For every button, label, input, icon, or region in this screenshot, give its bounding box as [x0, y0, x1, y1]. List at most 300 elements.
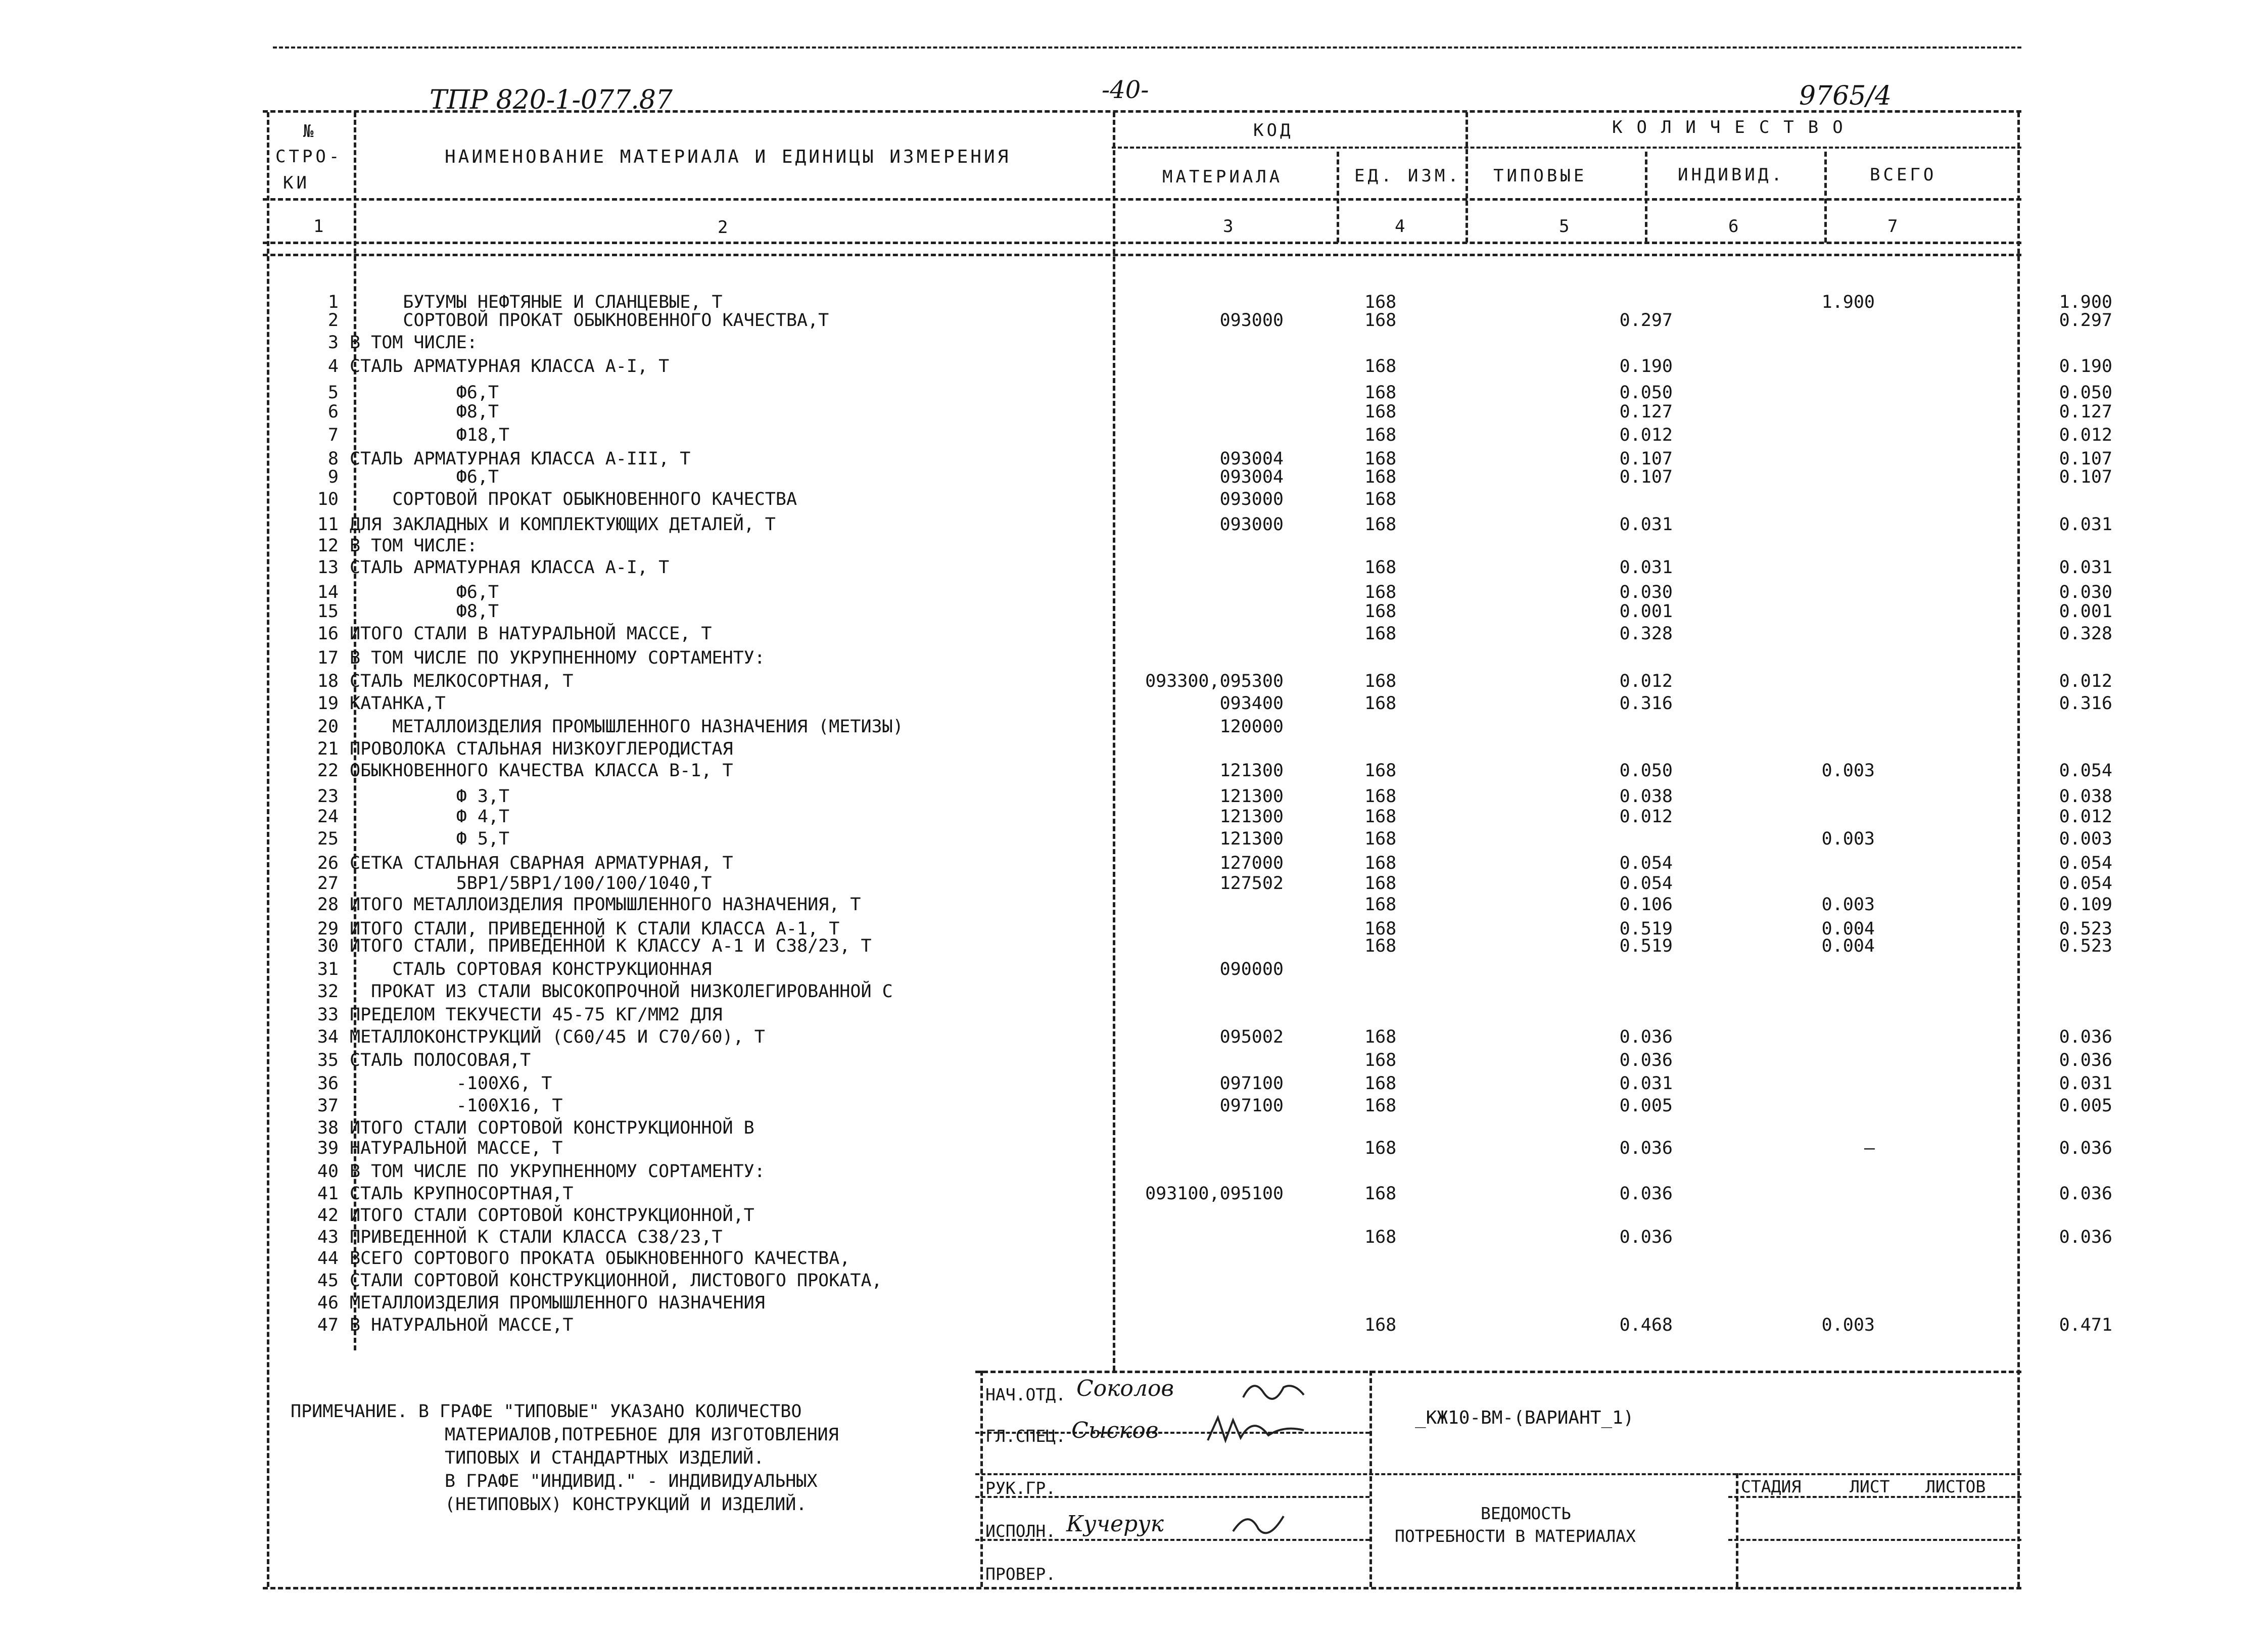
row-number: 16: [317, 624, 339, 644]
total-qty: 0.127: [2059, 402, 2112, 422]
typical-qty: 0.519: [1619, 936, 1673, 956]
header-mid-line: [1112, 147, 2021, 149]
table-row: [263, 648, 2021, 670]
table-row: [263, 1161, 2021, 1184]
material-code: 093004: [1219, 449, 1284, 469]
unit-code: 168: [1364, 693, 1397, 714]
material-code: 093100,095100: [1145, 1184, 1284, 1204]
individual-qty: 0.003: [1821, 761, 1875, 781]
unit-code: 168: [1364, 310, 1397, 331]
material-name: СОРТОВОЙ ПРОКАТ ОБЫКНОВЕННОГО КАЧЕСТВА,Т: [350, 310, 829, 331]
col-num-5: 5: [1559, 216, 1573, 237]
row-number: 23: [317, 786, 339, 807]
material-code: 127502: [1219, 873, 1284, 894]
total-qty: 1.900: [2059, 292, 2112, 312]
total-qty: 0.190: [2059, 356, 2112, 377]
material-name: МЕТАЛЛОИЗДЕЛИЯ ПРОМЫШЛЕННОГО НАЗНАЧЕНИЯ (МЕТИЗЫ): [350, 717, 904, 737]
material-code: 121300: [1219, 761, 1284, 781]
stamp-ruk-gr-label: РУК.ГР.: [985, 1478, 1056, 1498]
table-row: [263, 402, 2112, 424]
total-qty: 0.031: [2059, 514, 2112, 535]
table-row: [263, 356, 2112, 379]
stamp-stage-label: СТАДИЯ: [1741, 1477, 1802, 1496]
table-row: [263, 557, 2112, 580]
material-code: 093004: [1219, 467, 1284, 487]
total-qty: 0.316: [2059, 693, 2112, 714]
note-line-1: ПРИМЕЧАНИЕ. В ГРАФЕ "ТИПОВЫЕ" УКАЗАНО КОЛИЧЕСТВО: [291, 1401, 802, 1422]
material-name: ДЛЯ ЗАКЛАДНЫХ И КОМПЛЕКТУЮЩИХ ДЕТАЛЕЙ, Т: [350, 514, 776, 535]
note-line-2: МАТЕРИАЛОВ,ПОТРЕБНОЕ ДЛЯ ИЗГОТОВЛЕНИЯ: [445, 1425, 839, 1445]
table-row: [263, 895, 2112, 917]
material-name: СТАЛЬ АРМАТУРНАЯ КЛАССА А-I, Т: [350, 557, 670, 578]
typical-qty: 0.107: [1619, 449, 1673, 469]
unit-code: 168: [1364, 582, 1397, 602]
material-name: В ТОМ ЧИСЛЕ ПО УКРУПНЕННОМУ СОРТАМЕНТУ:: [350, 1161, 765, 1182]
row-number: 25: [317, 829, 339, 849]
stamp-title-line-1: ВЕДОМОСТЬ: [1481, 1504, 1571, 1523]
row-number: 37: [317, 1096, 339, 1116]
unit-divider: [1466, 112, 1468, 243]
table-row: [263, 873, 2112, 896]
material-name: Ф18,Т: [350, 425, 510, 445]
material-name: ОБЫКНОВЕННОГО КАЧЕСТВА КЛАССА В-1, Т: [350, 761, 733, 781]
material-name: БУТУМЫ НЕФТЯНЫЕ И СЛАНЦЕВЫЕ, Т: [350, 292, 723, 312]
stamp-gl-spec-label: ГЛ.СПЕЦ.: [985, 1426, 1066, 1446]
table-row: [263, 1138, 2112, 1160]
unit-code: 168: [1364, 1073, 1397, 1094]
col-num-4: 4: [1395, 216, 1408, 237]
row-number: 14: [317, 582, 339, 602]
doc-code: ТПР 820-1-077.87: [430, 85, 673, 115]
total-qty: 0.005: [2059, 1096, 2112, 1116]
row-number: 13: [317, 557, 339, 578]
material-name: В ТОМ ЧИСЛЕ:: [350, 536, 478, 556]
material-name: Ф 4,Т: [350, 807, 510, 827]
table-row: [263, 761, 2112, 783]
material-name: СЕТКА СТАЛЬНАЯ СВАРНАЯ АРМАТУРНАЯ, Т: [350, 853, 733, 873]
material-name: СТАЛИ СОРТОВОЙ КОНСТРУКЦИОННОЙ, ЛИСТОВОГО ПРОКАТА,: [350, 1271, 882, 1291]
material-name: КАТАНКА,Т: [350, 693, 446, 714]
row-number: 2: [327, 310, 339, 331]
material-code: 093400: [1219, 693, 1284, 714]
material-name: СТАЛЬ АРМАТУРНАЯ КЛАССА А-III, Т: [350, 449, 691, 469]
body-bottom-line: [975, 1371, 2021, 1373]
stamp-nach-otd-label: НАЧ.ОТД.: [985, 1385, 1066, 1404]
table-row: [263, 333, 2021, 355]
table-row: [263, 489, 2021, 511]
material-code: 093000: [1219, 514, 1284, 535]
row-number: 10: [317, 489, 339, 509]
total-qty: 0.030: [2059, 582, 2112, 602]
material-name: Ф6,Т: [350, 383, 499, 403]
table-row: [263, 1271, 2021, 1293]
unit-code: 168: [1364, 1096, 1397, 1116]
material-name: ИТОГО СТАЛИ СОРТОВОЙ КОНСТРУКЦИОННОЙ В: [350, 1118, 754, 1138]
material-name: ИТОГО МЕТАЛЛОИЗДЕЛИЯ ПРОМЫШЛЕННОГО НАЗНАЧЕНИЯ, Т: [350, 895, 861, 915]
material-code: 093300,095300: [1145, 671, 1284, 691]
stamp-sheets-label: ЛИСТОВ: [1925, 1477, 1986, 1496]
row-number: 22: [317, 761, 339, 781]
material-name: ПРОКАТ ИЗ СТАЛИ ВЫСОКОПРОЧНОЙ НИЗКОЛЕГИРОВАННОЙ С: [350, 981, 893, 1002]
unit-code: 168: [1364, 829, 1397, 849]
stamp-ispoln-label: ИСПОЛН.: [985, 1521, 1056, 1541]
material-code: 095002: [1219, 1027, 1284, 1047]
row-number: 41: [317, 1184, 339, 1204]
row-number: 33: [317, 1005, 339, 1025]
row-number: 35: [317, 1050, 339, 1070]
col-typical-header: ТИПОВЫЕ: [1493, 166, 1587, 186]
total-qty: 0.036: [2059, 1138, 2112, 1158]
col-num-2: 2: [718, 217, 731, 238]
total-qty: 0.523: [2059, 936, 2112, 956]
note-line-3: ТИПОВЫХ И СТАНДАРТНЫХ ИЗДЕЛИЙ.: [445, 1448, 765, 1468]
unit-code: 168: [1364, 919, 1397, 939]
row-number: 21: [317, 739, 339, 759]
unit-code: 168: [1364, 467, 1397, 487]
sheet-ref: 9765/4: [1799, 81, 1892, 111]
typical-qty: 0.190: [1619, 356, 1673, 377]
row-number: 44: [317, 1248, 339, 1269]
row-number: 45: [317, 1271, 339, 1291]
stamp-mid-divider: [1369, 1371, 1372, 1587]
row-number: 5: [327, 383, 339, 403]
table-row: [263, 601, 2112, 624]
total-qty: 0.523: [2059, 919, 2112, 939]
unit-code: 168: [1364, 761, 1397, 781]
signature-gl-spec: [1203, 1410, 1314, 1450]
col-num-3: 3: [1223, 216, 1237, 237]
unit-code: 168: [1364, 807, 1397, 827]
total-qty: 0.054: [2059, 873, 2112, 894]
material-name: ПРИВЕДЕННОЙ К СТАЛИ КЛАССА С38/23,Т: [350, 1227, 723, 1247]
unit-code: 168: [1364, 1050, 1397, 1070]
unit-code: 168: [1364, 936, 1397, 956]
material-name: -100Х16, Т: [350, 1096, 563, 1116]
table-row: [263, 1096, 2112, 1118]
material-name: СТАЛЬ КРУПНОСОРТНАЯ,Т: [350, 1184, 574, 1204]
typical-qty: 0.012: [1619, 425, 1673, 445]
table-row: [263, 1248, 2021, 1271]
material-code: 097100: [1219, 1096, 1284, 1116]
typical-qty: 0.054: [1619, 873, 1673, 894]
unit-code: 168: [1364, 292, 1397, 312]
row-number: 6: [327, 402, 339, 422]
col-unit-header: ЕД. ИЗМ.: [1354, 166, 1461, 186]
row-number: 42: [317, 1205, 339, 1226]
page-number: -40-: [1102, 76, 1149, 104]
material-name: НАТУРАЛЬНОЙ МАССЕ, Т: [350, 1138, 563, 1158]
unit-code: 168: [1364, 1227, 1397, 1247]
individual-qty: 0.004: [1821, 919, 1875, 939]
unit-code: 168: [1364, 383, 1397, 403]
table-row: [263, 624, 2112, 646]
material-name: ИТОГО СТАЛИ, ПРИВЕДЕННОЙ К СТАЛИ КЛАССА А-1, Т: [350, 919, 840, 939]
unit-code: 168: [1364, 489, 1397, 509]
note-line-5: (НЕТИПОВЫХ) КОНСТРУКЦИЙ И ИЗДЕЛИЙ.: [445, 1494, 807, 1515]
page-bottom-line: [263, 1587, 2021, 1589]
row-number: 3: [327, 333, 339, 353]
row-number: 40: [317, 1161, 339, 1182]
material-name: -100Х6, Т: [350, 1073, 552, 1094]
material-name: ИТОГО СТАЛИ, ПРИВЕДЕННОЙ К КЛАССУ А-1 И С38/23, Т: [350, 936, 872, 956]
typical-qty: 0.031: [1619, 514, 1673, 535]
stamp-sheet-label: ЛИСТ: [1850, 1477, 1890, 1496]
table-row: [263, 1315, 2112, 1337]
row-number: 30: [317, 936, 339, 956]
typical-qty: 0.036: [1619, 1227, 1673, 1247]
row-number: 12: [317, 536, 339, 556]
col-qty-header: КОЛИЧЕСТВО: [1612, 117, 1857, 137]
individual-qty: —: [1864, 1138, 1875, 1158]
stamp-line-6: [1728, 1539, 2021, 1541]
stamp-gl-spec-name: Сысков: [1071, 1418, 1159, 1443]
total-qty: 0.012: [2059, 671, 2112, 691]
typical-qty: 0.005: [1619, 1096, 1673, 1116]
signature-nach-otd: [1238, 1372, 1309, 1408]
table-row: [263, 717, 2021, 739]
table-row: [263, 981, 2021, 1004]
row-number: 8: [327, 449, 339, 469]
row-number: 4: [327, 356, 339, 377]
total-qty: 0.054: [2059, 761, 2112, 781]
typical-qty: 0.001: [1619, 601, 1673, 622]
material-name: 5ВР1/5ВР1/100/100/1040,Т: [350, 873, 712, 894]
total-qty: 0.031: [2059, 1073, 2112, 1094]
typical-qty: 0.106: [1619, 895, 1673, 915]
typical-qty: 0.036: [1619, 1050, 1673, 1070]
typical-qty: 0.050: [1619, 761, 1673, 781]
table-row: [263, 1184, 2112, 1206]
unit-code: 168: [1364, 895, 1397, 915]
row-number: 24: [317, 807, 339, 827]
individual-qty: 0.003: [1821, 895, 1875, 915]
unit-code: 168: [1364, 425, 1397, 445]
total-qty: 0.031: [2059, 557, 2112, 578]
material-name: Ф 5,Т: [350, 829, 510, 849]
typical-qty: 0.036: [1619, 1138, 1673, 1158]
unit-code: 168: [1364, 1138, 1397, 1158]
material-name: СТАЛЬ МЕЛКОСОРТНАЯ, Т: [350, 671, 574, 691]
stamp-nach-otd-name: Соколов: [1076, 1376, 1174, 1401]
total-qty: 0.036: [2059, 1184, 2112, 1204]
table-row: [263, 807, 2112, 829]
material-name: МЕТАЛЛОКОНСТРУКЦИЙ (С60/45 И С70/60), Т: [350, 1027, 765, 1047]
unit-code: 168: [1364, 402, 1397, 422]
typical-qty: 0.519: [1619, 919, 1673, 939]
table-row: [263, 853, 2112, 875]
row-number: 46: [317, 1293, 339, 1313]
material-code: 097100: [1219, 1073, 1284, 1094]
row-number: 34: [317, 1027, 339, 1047]
typical-qty: 0.031: [1619, 1073, 1673, 1094]
row-number: 7: [327, 425, 339, 445]
table-row: [263, 1227, 2112, 1249]
table-row: [263, 1205, 2021, 1228]
code-divider: [1337, 152, 1339, 243]
individual-qty: 0.004: [1821, 936, 1875, 956]
unit-code: 168: [1364, 1027, 1397, 1047]
material-name: В ТОМ ЧИСЛЕ ПО УКРУПНЕННОМУ СОРТАМЕНТУ:: [350, 648, 765, 668]
total-qty: 0.054: [2059, 853, 2112, 873]
material-code: 090000: [1219, 959, 1284, 979]
total-qty: 0.471: [2059, 1315, 2112, 1335]
row-number: 39: [317, 1138, 339, 1158]
material-name: ПРОВОЛОКА СТАЛЬНАЯ НИЗКОУГЛЕРОДИСТАЯ: [350, 739, 733, 759]
ind-divider: [1824, 152, 1827, 243]
stamp-doc-mark: _КЖ10-ВМ-(ВАРИАНТ_1): [1415, 1408, 1634, 1428]
table-row: [263, 425, 2112, 447]
table-row: [263, 1050, 2112, 1072]
unit-code: 168: [1364, 873, 1397, 894]
material-name: СТАЛЬ ПОЛОСОВАЯ,Т: [350, 1050, 531, 1070]
material-name: ИТОГО СТАЛИ СОРТОВОЙ КОНСТРУКЦИОННОЙ,Т: [350, 1205, 754, 1226]
table-row: [263, 1073, 2112, 1096]
material-name: СТАЛЬ СОРТОВАЯ КОНСТРУКЦИОННАЯ: [350, 959, 712, 979]
typical-qty: 0.030: [1619, 582, 1673, 602]
typical-qty: 0.031: [1619, 557, 1673, 578]
typical-qty: 0.328: [1619, 624, 1673, 644]
typical-qty: 0.050: [1619, 383, 1673, 403]
row-number: 43: [317, 1227, 339, 1247]
material-code: 093000: [1219, 489, 1284, 509]
table-row: [263, 1293, 2021, 1315]
row-number: 29: [317, 919, 339, 939]
col-num-6: 6: [1728, 216, 1742, 237]
typical-qty: 0.127: [1619, 402, 1673, 422]
row-number: 38: [317, 1118, 339, 1138]
table-row: [263, 936, 2112, 958]
typical-qty: 0.468: [1619, 1315, 1673, 1335]
typical-qty: 0.038: [1619, 786, 1673, 807]
material-name: СОРТОВОЙ ПРОКАТ ОБЫКНОВЕННОГО КАЧЕСТВА: [350, 489, 797, 509]
unit-code: 168: [1364, 449, 1397, 469]
individual-qty: 1.900: [1821, 292, 1875, 312]
stamp-line-2: [975, 1473, 2021, 1475]
row-number: 15: [317, 601, 339, 622]
table-row: [263, 739, 2021, 761]
stamp-prover-label: ПРОВЕР.: [985, 1564, 1056, 1584]
unit-code: 168: [1364, 1315, 1397, 1335]
material-code: 121300: [1219, 829, 1284, 849]
col-rowno-3: КИ: [283, 173, 310, 193]
row-number: 31: [317, 959, 339, 979]
total-qty: 0.001: [2059, 601, 2112, 622]
col-rowno-1: №: [303, 121, 317, 142]
stamp-left-divider: [980, 1371, 983, 1587]
material-code: 121300: [1219, 807, 1284, 827]
material-code: 093000: [1219, 310, 1284, 331]
unit-code: 168: [1364, 356, 1397, 377]
table-row: [263, 959, 2021, 981]
table-row: [263, 1005, 2021, 1027]
total-qty: 0.107: [2059, 467, 2112, 487]
material-code: 127000: [1219, 853, 1284, 873]
total-qty: 0.328: [2059, 624, 2112, 644]
material-name: ПРЕДЕЛОМ ТЕКУЧЕСТИ 45-75 КГ/ММ2 ДЛЯ: [350, 1005, 723, 1025]
row-number: 20: [317, 717, 339, 737]
table-row: [263, 310, 2112, 333]
table-row: [263, 467, 2112, 489]
unit-code: 168: [1364, 601, 1397, 622]
unit-code: 168: [1364, 557, 1397, 578]
unit-code: 168: [1364, 1184, 1397, 1204]
row-number: 9: [327, 467, 339, 487]
total-qty: 0.003: [2059, 829, 2112, 849]
material-name: ИТОГО СТАЛИ В НАТУРАЛЬНОЙ МАССЕ, Т: [350, 624, 712, 644]
material-name: ВСЕГО СОРТОВОГО ПРОКАТА ОБЫКНОВЕННОГО КАЧЕСТВА,: [350, 1248, 850, 1269]
material-name: Ф6,Т: [350, 582, 499, 602]
table-row: [263, 536, 2021, 558]
material-name: В ТОМ ЧИСЛЕ:: [350, 333, 478, 353]
row-number: 18: [317, 671, 339, 691]
header-bottom-line: [263, 198, 2021, 201]
row-number: 32: [317, 981, 339, 1002]
unit-code: 168: [1364, 624, 1397, 644]
col-num-1: 1: [313, 216, 327, 237]
material-code: 121300: [1219, 786, 1284, 807]
row-number: 26: [317, 853, 339, 873]
material-name: СТАЛЬ АРМАТУРНАЯ КЛАССА А-I, Т: [350, 356, 670, 377]
col-num-7: 7: [1887, 216, 1901, 237]
row-number: 19: [317, 693, 339, 714]
table-row: [263, 1118, 2021, 1140]
material-name: Ф6,Т: [350, 467, 499, 487]
total-qty: 0.012: [2059, 807, 2112, 827]
unit-code: 168: [1364, 671, 1397, 691]
row-number: 47: [317, 1315, 339, 1335]
col-material-header: МАТЕРИАЛА: [1162, 167, 1283, 187]
row-number: 11: [317, 514, 339, 535]
total-qty: 0.107: [2059, 449, 2112, 469]
unit-code: 168: [1364, 853, 1397, 873]
body-top-line: [263, 254, 2021, 256]
material-name: Ф 3,Т: [350, 786, 510, 807]
typical-qty: 0.036: [1619, 1027, 1673, 1047]
colnum-bottom-line: [263, 242, 2021, 244]
col-individual-header: ИНДИВИД.: [1678, 165, 1785, 185]
typical-qty: 0.036: [1619, 1184, 1673, 1204]
total-qty: 0.038: [2059, 786, 2112, 807]
typical-qty: 0.297: [1619, 310, 1673, 331]
typical-qty: 0.012: [1619, 807, 1673, 827]
row-number: 1: [327, 292, 339, 312]
typical-qty: 0.012: [1619, 671, 1673, 691]
total-qty: 0.050: [2059, 383, 2112, 403]
total-qty: 0.109: [2059, 895, 2112, 915]
table-row: [263, 671, 2112, 693]
unit-code: 168: [1364, 514, 1397, 535]
total-qty: 0.036: [2059, 1050, 2112, 1070]
stamp-right-divider: [1736, 1473, 1738, 1587]
typical-qty: 0.316: [1619, 693, 1673, 714]
note-line-4: В ГРАФЕ "ИНДИВИД." - ИНДИВИДУАЛЬНЫХ: [445, 1471, 818, 1491]
stamp-ispoln-name: Кучерук: [1066, 1511, 1164, 1537]
table-top-line: [263, 110, 2021, 113]
material-code: 120000: [1219, 717, 1284, 737]
typ-divider: [1645, 152, 1647, 243]
typical-qty: 0.054: [1619, 853, 1673, 873]
table-row: [263, 786, 2112, 809]
total-qty: 0.036: [2059, 1027, 2112, 1047]
material-name: МЕТАЛЛОИЗДЕЛИЯ ПРОМЫШЛЕННОГО НАЗНАЧЕНИЯ: [350, 1293, 765, 1313]
col-rowno-2: СТРО-: [275, 147, 343, 167]
top-border-line: [273, 46, 2021, 49]
table-row: [263, 1027, 2112, 1049]
signature-ispoln: [1228, 1506, 1294, 1541]
total-qty: 0.297: [2059, 310, 2112, 331]
total-qty: 0.012: [2059, 425, 2112, 445]
row-number: 28: [317, 895, 339, 915]
